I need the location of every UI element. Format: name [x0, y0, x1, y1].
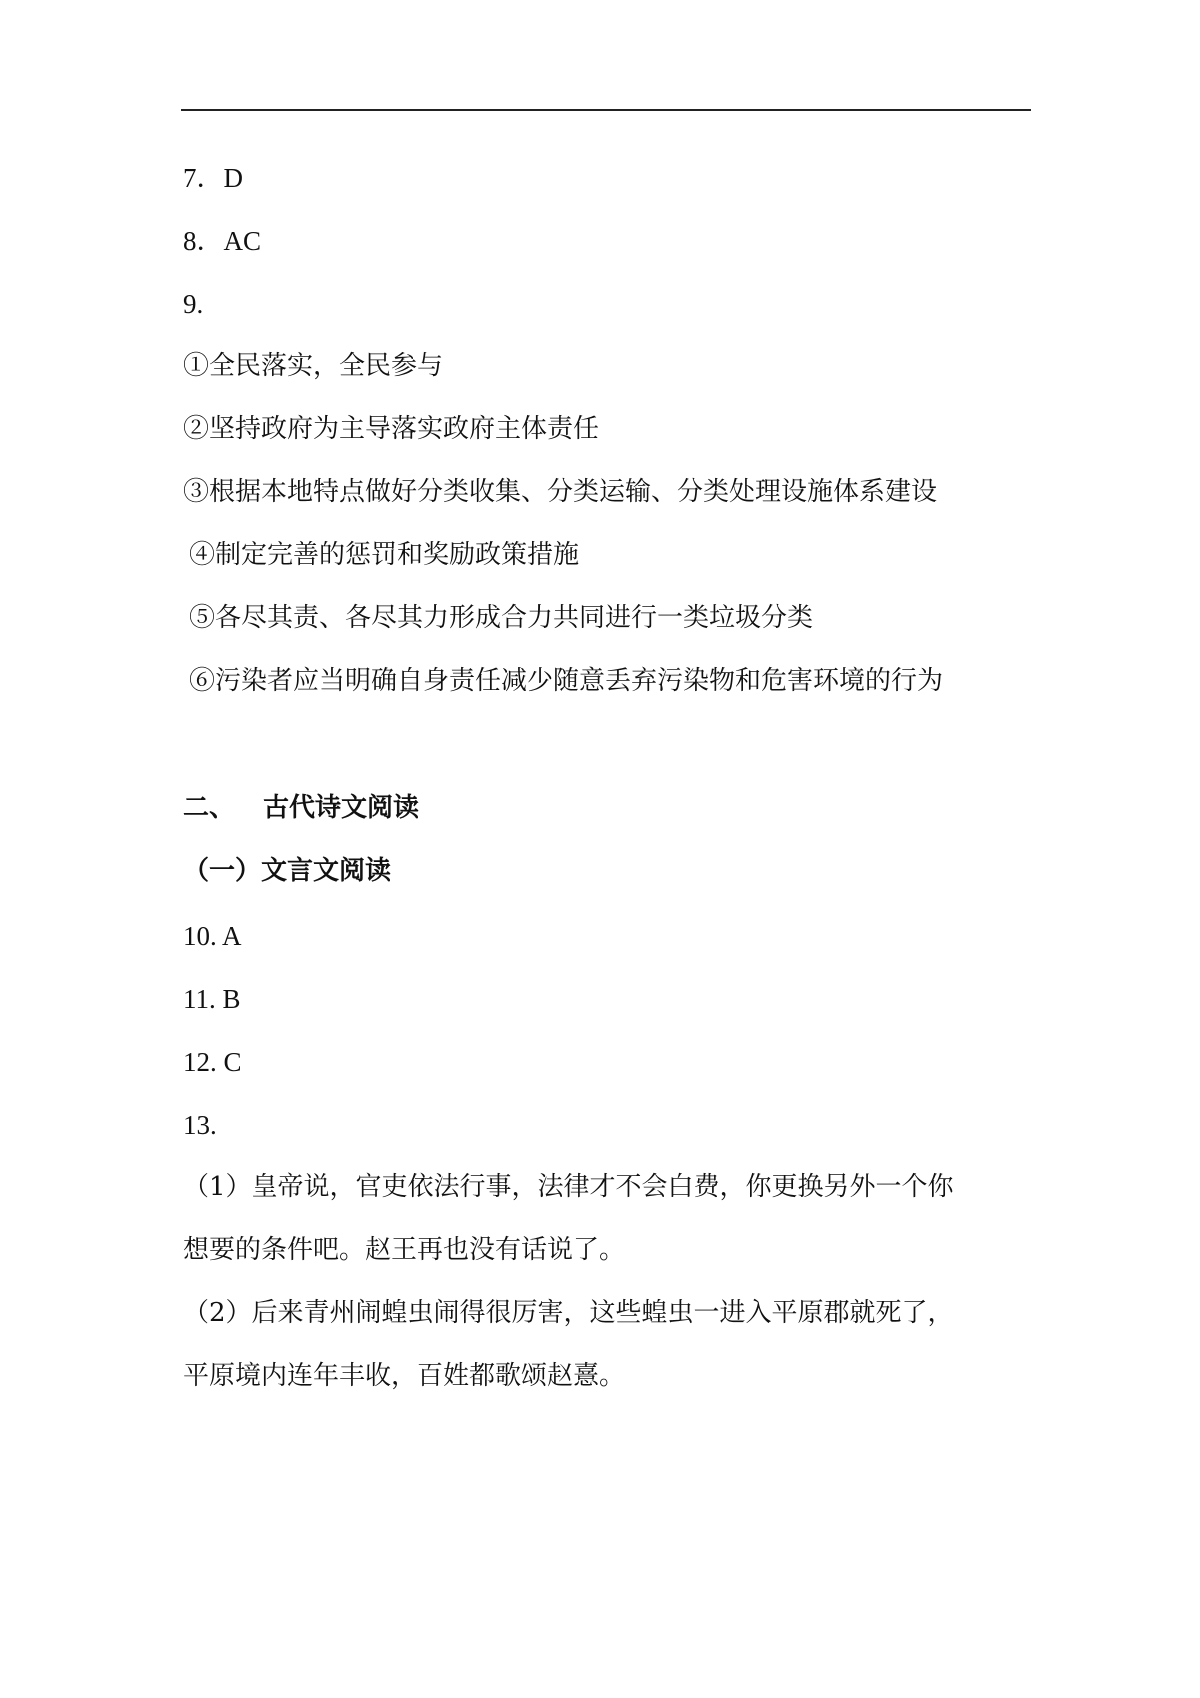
answer-q13-label: 13.	[183, 1110, 217, 1140]
answer-q9-label: 9.	[183, 289, 204, 319]
answer-q8: 8．AC	[183, 226, 262, 256]
answer-q12: 12. C	[183, 1047, 242, 1077]
q9-point-2: ②坚持政府为主导落实政府主体责任	[183, 414, 600, 444]
section-2-number: 二、	[183, 793, 236, 823]
q13-part2-line1: （2）后来青州闹蝗虫闹得很厉害，这些蝗虫一进入平原郡就死了，	[183, 1298, 954, 1328]
q13-part1-line2: 想要的条件吧。赵王再也没有话说了。	[183, 1235, 626, 1265]
q9-point-5: ⑤各尽其责、各尽其力形成合力共同进行一类垃圾分类	[189, 603, 814, 633]
header-rule	[181, 109, 1031, 111]
answer-q7: 7．D	[183, 163, 243, 193]
q9-point-6: ⑥污染者应当明确自身责任减少随意丢弃污染物和危害环境的行为	[189, 666, 944, 696]
q9-point-1: ①全民落实，全民参与	[183, 351, 444, 381]
q13-part1-line1: （1）皇帝说，官吏依法行事，法律才不会白费，你更换另外一个你	[183, 1172, 954, 1202]
q13-part2-line2: 平原境内连年丰收，百姓都歌颂赵憙。	[183, 1361, 626, 1391]
section-2-title: 古代诗文阅读	[263, 793, 420, 823]
q9-point-4: ④制定完善的惩罚和奖励政策措施	[189, 540, 580, 570]
answer-q11: 11. B	[183, 984, 241, 1014]
section-2-heading	[183, 792, 419, 824]
answer-q10: 10. A	[183, 921, 242, 951]
q9-point-3: ③根据本地特点做好分类收集、分类运输、分类处理设施体系建设	[183, 477, 938, 507]
subsection-heading: （一）文言文阅读	[183, 856, 392, 886]
